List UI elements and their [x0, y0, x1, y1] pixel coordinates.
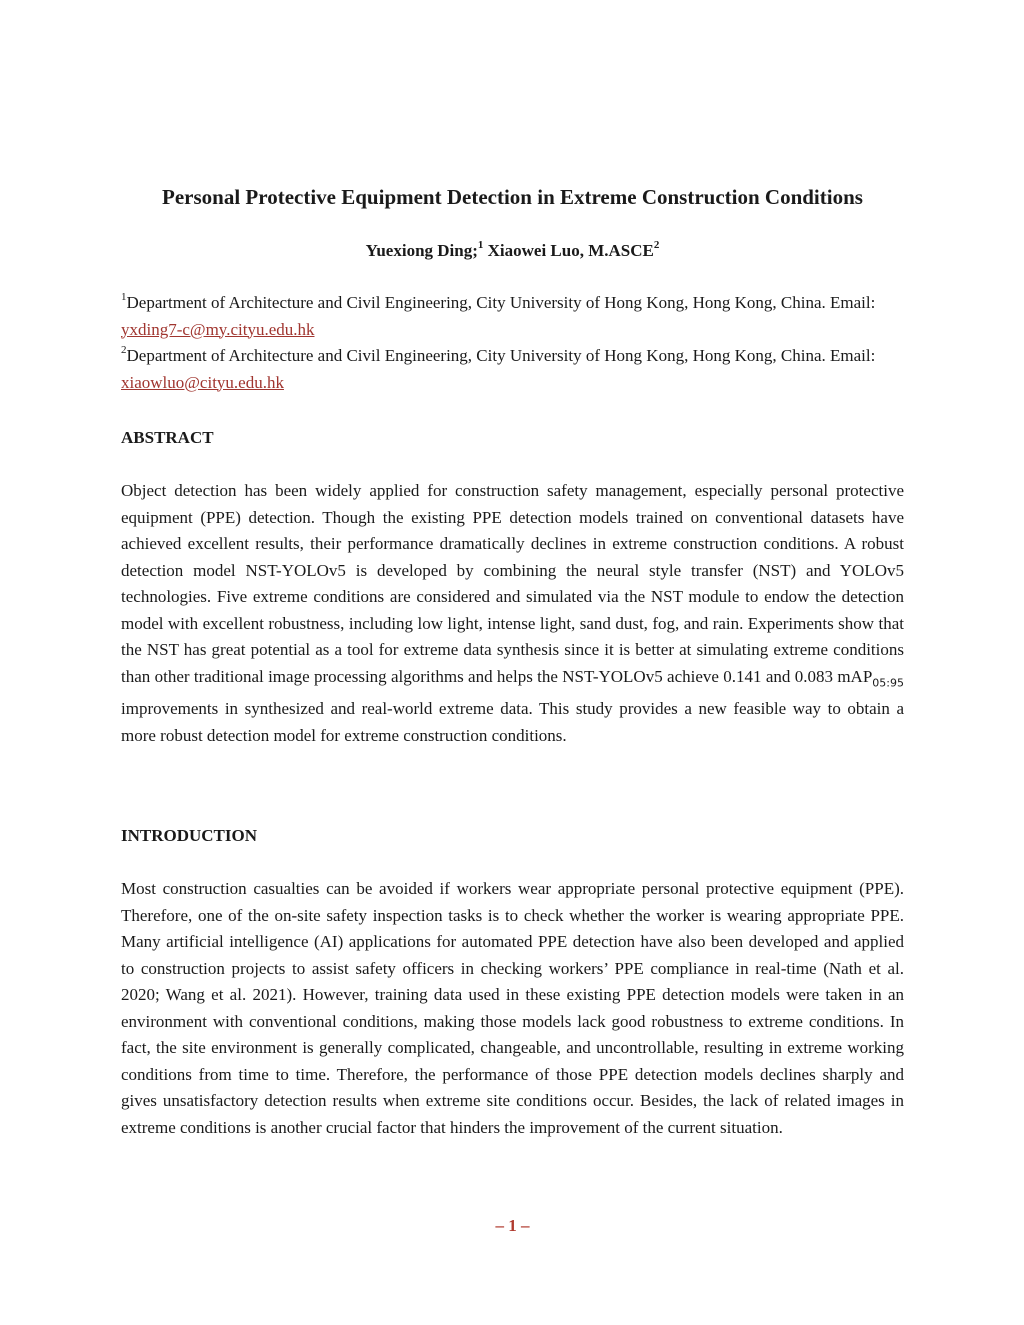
affiliation-1	[121, 290, 904, 343]
affiliation-mark: 2	[653, 239, 660, 252]
email-link[interactable]: yxding7-c@my.cityu.edu.hk	[121, 319, 315, 339]
affiliation-mark: 1	[477, 239, 484, 252]
affiliation-text: Department of Architecture and Civil Engineering, City University of Hong Kong, Hong Kong, China. Email:	[126, 346, 876, 365]
affiliation-mark: 2	[121, 344, 127, 357]
introduction-paragraph: Most construction casualties can be avoided if workers wear appropriate personal protective equipment (PPE). Therefore, one of the on-site safety inspection tasks is to check whether the worker is wearing appropriate PPE. Many artificial intelligence (AI) applications for automated PPE detection have also been developed and applied to construction projects to assist safety officers in checking workers’ PPE compliance in real-time (Nath et al. 2020; Wang et al. 2021). However, training data used in these existing PPE detection models were taken in an environment with conventional conditions, making those models lack good robustness to extreme conditions. In fact, the site environment is generally complicated, changeable, and uncontrollable, resulting in extreme working conditions from time to time. Therefore, the performance of those PPE detection models declines sharply and gives unsatisfactory detection results when extreme site conditions occur. Besides, the lack of related images in extreme conditions is another crucial factor that hinders the improvement of the current situation.	[121, 879, 904, 1137]
page-number: – 1 –	[495, 1216, 530, 1235]
paper-title: Personal Protective Equipment Detection in Extreme Construction Conditions	[162, 185, 863, 209]
abstract-text-continued: improvements in synthesized and real-world extreme data. This study provides a new feasible way to obtain a more robust detection model for extreme construction conditions.	[121, 699, 904, 745]
abstract-paragraph	[121, 478, 904, 749]
paper-page	[121, 0, 904, 1325]
email-link[interactable]: xiaowluo@cityu.edu.hk	[121, 372, 284, 392]
affiliation-2	[121, 343, 904, 396]
author-name: Yuexiong Ding;	[365, 241, 478, 260]
affiliation-text: Department of Architecture and Civil Engineering, City University of Hong Kong, Hong Kong, China. Email:	[126, 293, 876, 312]
metric-subscript: 05:95	[872, 675, 904, 689]
affiliations	[121, 290, 904, 396]
author-line	[121, 238, 904, 264]
abstract-text: Object detection has been widely applied for construction safety management, especially personal protective equipment (PPE) detection. Though the existing PPE detection models trained on conventional datasets have achieved excellent results, their performance dramatically declines in extreme construction conditions. A robust detection model NST-YOLOv5 is developed by combining the neural style transfer (NST) and YOLOv5 technologies. Five extreme conditions are considered and simulated via the NST module to endow the detection model with excellent robustness, including low light, intense light, sand dust, fog, and rain. Experiments show that the NST has great potential as a tool for extreme data synthesis since it is better at simulating extreme conditions than other traditional image processing algorithms and helps the NST-YOLOv5 achieve 0.141 and 0.083 mAP	[121, 481, 904, 686]
affiliation-mark: 1	[121, 291, 127, 304]
author-name: Xiaowei Luo, M.ASCE	[483, 241, 654, 260]
abstract-heading: ABSTRACT	[121, 428, 214, 447]
introduction-heading: INTRODUCTION	[121, 826, 258, 845]
